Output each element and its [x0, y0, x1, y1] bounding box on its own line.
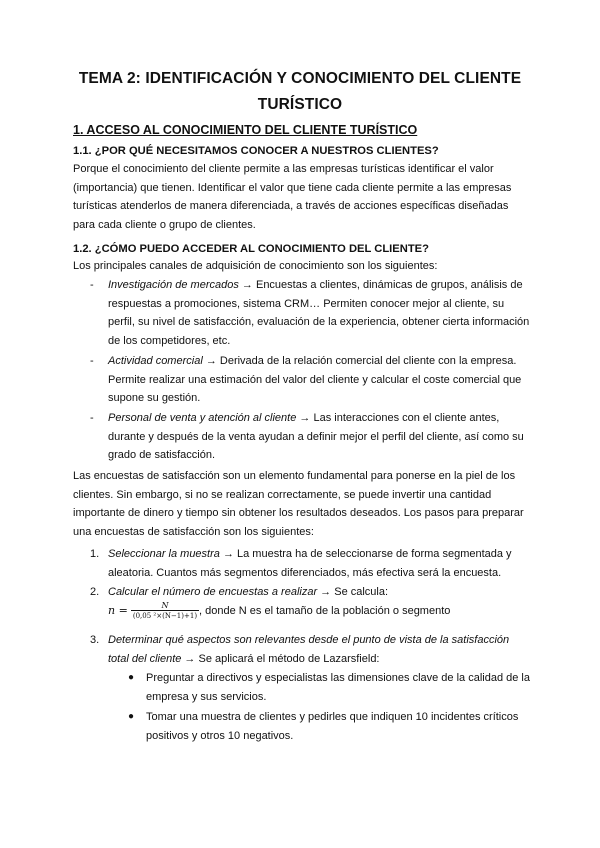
list-item-description: Derivada de la relación comercial del cliente con la empresa. Permite realizar una estimación del valor del cliente y calcular el coste comercial que supone su gestión.	[108, 355, 522, 404]
bullet-item-text: Tomar una muestra de clientes y pedirles que indiquen 10 incidentes críticos positivos y otros 10 negativos.	[146, 711, 519, 742]
numbered-item-description: La muestra ha de seleccionarse de forma segmentada y aleatoria. Cuantos más segmentos diferenciados, más efectiva será la encuesta.	[108, 548, 512, 579]
formula-lhs: n =	[108, 603, 128, 617]
bullet-item-text: Preguntar a directivos y especialistas las dimensiones clave de la calidad de la empresa y sus servicios.	[146, 672, 530, 703]
subsection-heading-1-2: 1.2. ¿CÓMO PUEDO ACCEDER AL CONOCIMIENTO DEL CLIENTE?	[73, 243, 429, 255]
paragraph-why-know-clients: Porque el conocimiento del cliente permite a las empresas turísticas identificar el valor (importancia) que tienen. Identificar el valor que tiene cada cliente permite a las empresas turísticas atenderlos de manera diferenciada, a través de acciones específicas diseñadas para cada cliente o grupo de clientes.	[73, 163, 512, 231]
numbered-item-term: Determinar qué aspectos son relevantes desde el punto de vista de la satisfacción total del cliente →	[108, 634, 510, 665]
numbered-item-description: Se calcula:	[331, 586, 389, 598]
list-item-term: Investigación de mercados →	[108, 279, 253, 291]
item-number: 3.	[90, 634, 100, 646]
list-item-text	[108, 276, 530, 350]
list-item-description: Encuestas a clientes, dinámicas de grupos, análisis de respuestas a promociones, sistema CRM… Permiten conocer mejor al cliente, su perfil, su nivel de satisfacción, evaluación de la experiencia, obtener cierta información de los competidores, etc.	[108, 279, 530, 347]
numbered-item-description: Se aplicará el método de Lazarsfield:	[195, 652, 380, 665]
list-item-term: Actividad comercial →	[108, 355, 217, 367]
list-item-text	[108, 352, 530, 408]
formula-numerator: N	[131, 601, 199, 611]
sample-size-formula	[108, 601, 530, 621]
numbered-item-term: Seleccionar la muestra →	[108, 548, 234, 560]
numbered-item-text	[108, 583, 530, 602]
numbered-item-term: Calcular el número de encuestas a realizar →	[108, 586, 332, 598]
numbered-item-text	[108, 545, 530, 582]
list-item-description: Las interacciones con el cliente antes, durante y después de la venta ayudan a definir mejor el perfil del cliente, así como su grado de satisfacción.	[108, 412, 524, 461]
bullet-marker: ●	[128, 672, 135, 683]
list-item-text	[108, 409, 530, 465]
list-item-term: Personal de venta y atención al cliente →	[108, 412, 311, 424]
subsection-heading-1-1: 1.1. ¿POR QUÉ NECESITAMOS CONOCER A NUESTROS CLIENTES?	[73, 145, 439, 157]
dash-marker: -	[90, 412, 94, 424]
item-number: 1.	[90, 548, 100, 560]
document-title: TEMA 2: IDENTIFICACIÓN Y CONOCIMIENTO DEL CLIENTE TURÍSTICO	[78, 70, 522, 113]
paragraph-channels-intro: Los principales canales de adquisición de conocimiento son los siguientes:	[73, 260, 438, 272]
paragraph-satisfaction-surveys: Las encuestas de satisfacción son un elemento fundamental para ponerse en la piel de los clientes. Sin embargo, si no se realizan correctamente, se puede invertir una cantidad importante de dinero y tiempo sin obtener los resultados deseados. Los pasos para preparar una encuestas de satisfacción son los siguientes:	[73, 470, 524, 538]
formula-denominator: (0,05 ²×(N−1)+1)	[132, 612, 198, 620]
section-heading: 1. ACCESO AL CONOCIMIENTO DEL CLIENTE TURÍSTICO	[73, 123, 418, 137]
numbered-item-text	[108, 631, 530, 668]
formula-description: , donde N es el tamaño de la población o segmento	[199, 604, 451, 617]
bullet-marker: ●	[128, 711, 135, 722]
item-number: 2.	[90, 586, 100, 598]
formula-fraction	[131, 601, 199, 621]
dash-marker: -	[90, 279, 94, 291]
dash-marker: -	[90, 355, 94, 367]
